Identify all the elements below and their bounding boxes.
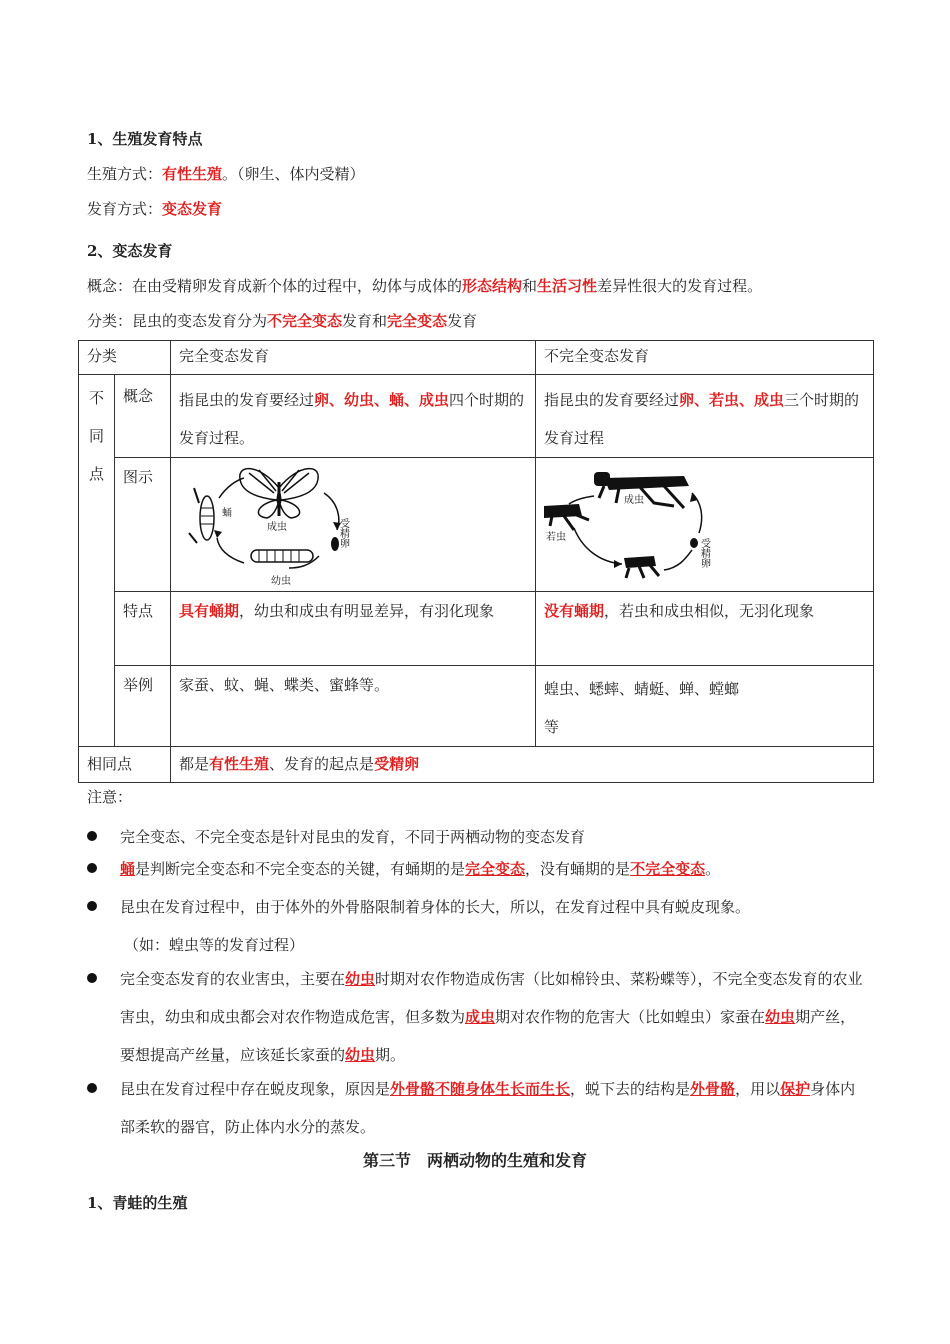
n4-a: 完全变态发育的农业害虫，主要在	[120, 970, 346, 988]
table-row-same	[79, 747, 874, 783]
n4-d: 期产丝，要想提高产丝量，应该延长家蚕的	[120, 1008, 856, 1064]
same-red-2: 受精卵	[374, 755, 420, 773]
section3-title: 第三节 两栖动物的生殖和发育	[362, 1151, 587, 1170]
table-row-diagram	[79, 458, 874, 592]
class-red-2: 完全变态	[387, 312, 448, 330]
ie-line2: 等	[544, 718, 560, 736]
n5-red-1: 外骨骼不随身体生长而生长	[390, 1080, 571, 1098]
label-larva: 幼虫	[271, 576, 292, 587]
cc-prefix: 指昆虫的发育要经过	[179, 391, 315, 409]
header-incomplete: 不完全变态发育	[536, 341, 874, 375]
incomplete-metamorphosis-diagram	[544, 458, 724, 588]
note-item-2	[87, 850, 867, 888]
ic-prefix: 指昆虫的发育要经过	[544, 391, 680, 409]
ie-line1: 蝗虫、蟋蟀、蜻蜓、蝉、螳螂	[544, 680, 740, 698]
n2-c: 。	[705, 860, 721, 878]
note-text-2: （如：蝗虫等的发育过程）	[124, 936, 305, 954]
row-label-example: 举例	[115, 666, 171, 747]
n5-red-2: 外骨骼	[690, 1080, 736, 1098]
n4-e: 期。	[375, 1046, 406, 1064]
bullet-icon	[87, 863, 97, 873]
same-mid: 、发育的起点是	[269, 755, 375, 773]
if-rest: ，若虫和成虫相似，无羽化现象	[604, 602, 815, 620]
reproduction-line	[87, 163, 365, 184]
note-text: 完全变态、不完全变态是针对昆虫的发育，不同于两栖动物的变态发育	[120, 828, 586, 846]
section1-heading: 1、生殖发育特点	[87, 130, 203, 148]
concept-mid: 和	[522, 277, 538, 295]
n5-c: ，用以	[735, 1080, 781, 1098]
reproduction-label: 生殖方式：	[87, 165, 163, 183]
n4-red-4: 幼虫	[345, 1046, 376, 1064]
class-mid: 发育和	[342, 312, 388, 330]
incomplete-feature	[536, 592, 874, 666]
section3-heading: 1、青蛙的生殖	[87, 1194, 188, 1212]
pupa-icon	[189, 488, 214, 543]
table-row-example	[79, 666, 874, 747]
concept-line	[87, 275, 762, 296]
development-value: 变态发育	[162, 200, 223, 218]
n2-red-2: 完全变态	[465, 860, 526, 878]
complete-diagram-cell	[171, 458, 536, 592]
class-prefix: 分类：昆虫的变态发育分为	[87, 312, 268, 330]
notes-title: 注意：	[87, 788, 133, 806]
bullet-icon	[87, 1083, 97, 1093]
n5-b: ，蜕下去的结构是	[570, 1080, 691, 1098]
n2-red-1: 蛹	[120, 860, 136, 878]
n4-b: 时期对农作物造成伤害（比如棉铃虫、菜粉蝶等），不完全变态发育的农业害虫，幼虫和成虫都会对农作物造成危害，但多数为	[120, 970, 863, 1026]
concept-red-1: 形态结构	[462, 277, 523, 295]
label-pupa: 蛹	[222, 508, 233, 519]
note-text	[120, 850, 867, 888]
bullet-icon	[87, 901, 97, 911]
row-label-diagram: 图示	[115, 458, 171, 592]
cc-suffix: 四个时期的发育过程。	[179, 391, 525, 447]
diff-char: 点	[88, 465, 104, 483]
concept-prefix: 概念：在由受精卵发育成新个体的过程中，幼体与成体的	[87, 277, 463, 295]
label-egg: 受精卵	[337, 518, 349, 548]
note-text: 昆虫在发育过程中，由于体外的外骨胳限制着身体的长大，所以，在发育过程中具有蜕皮现象。	[120, 898, 751, 916]
row-label-feature: 特点	[115, 592, 171, 666]
table-row-concept	[79, 375, 874, 458]
header-category: 分类	[79, 341, 171, 375]
concept-red-2: 生活习性	[537, 277, 598, 295]
diff-char: 同	[88, 427, 104, 445]
same-label: 相同点	[79, 747, 171, 783]
egg-icon	[690, 538, 698, 548]
cc-red: 卵、幼虫、蛹、成虫	[314, 391, 450, 409]
label-adult: 成虫	[624, 495, 645, 506]
butterfly-icon	[240, 469, 318, 518]
incomplete-concept	[536, 375, 874, 458]
n5-a: 昆虫在发育过程中存在蜕皮现象，原因是	[120, 1080, 391, 1098]
complete-concept	[171, 375, 536, 458]
grasshopper-nymph-icon	[544, 504, 589, 530]
concept-suffix: 差异性很大的发育过程。	[597, 277, 763, 295]
complete-metamorphosis-diagram	[179, 458, 379, 588]
diff-char: 不	[88, 389, 104, 407]
reproduction-note: 。（卵生、体内受精）	[222, 165, 365, 183]
cf-red: 具有蛹期	[179, 602, 240, 620]
same-prefix: 都是	[179, 755, 210, 773]
same-red-1: 有性生殖	[209, 755, 270, 773]
table-header-row	[79, 341, 874, 375]
note-item-3	[87, 888, 867, 964]
note-text	[120, 960, 867, 1074]
incomplete-diagram-cell	[536, 458, 874, 592]
header-complete: 完全变态发育	[171, 341, 536, 375]
n4-red-3: 幼虫	[765, 1008, 796, 1026]
classification-line	[87, 310, 477, 331]
diff-label	[79, 375, 115, 747]
class-suffix: 发育	[447, 312, 478, 330]
n2-red-3: 不完全变态	[630, 860, 706, 878]
n4-red-2: 成虫	[465, 1008, 496, 1026]
complete-feature	[171, 592, 536, 666]
n4-c: 期对农作物的危害大（比如蝗虫）家蚕在	[495, 1008, 766, 1026]
development-line	[87, 198, 222, 219]
row-label-concept: 概念	[115, 375, 171, 458]
class-red-1: 不完全变态	[267, 312, 343, 330]
incomplete-example	[536, 666, 874, 747]
note-text	[120, 1070, 867, 1146]
label-adult: 成虫	[267, 522, 288, 533]
ic-suffix: 三个时期的发育过程	[544, 391, 860, 447]
development-label: 发育方式：	[87, 200, 163, 218]
note-item-4	[87, 960, 867, 1074]
label-nymph: 若虫	[546, 532, 567, 543]
section2-heading: 2、变态发育	[87, 242, 173, 260]
bullet-icon	[87, 831, 97, 841]
grasshopper-small-icon	[624, 556, 659, 578]
larva-icon	[251, 550, 313, 562]
label-egg: 受精卵	[698, 538, 710, 568]
n5-d: 身体内部柔软的器官，防止体内水分的蒸发。	[120, 1080, 856, 1136]
n4-red-1: 幼虫	[345, 970, 376, 988]
if-red: 没有蛹期	[544, 602, 605, 620]
ic-red: 卵、若虫、成虫	[679, 391, 785, 409]
bullet-icon	[87, 973, 97, 983]
note-item-5	[87, 1070, 867, 1146]
same-content	[171, 747, 874, 783]
table-row-feature	[79, 592, 874, 666]
metamorphosis-table	[78, 340, 874, 783]
n2-b: ，没有蛹期的是	[525, 860, 631, 878]
cf-rest: ，幼虫和成虫有明显差异，有羽化现象	[239, 602, 495, 620]
complete-example: 家蚕、蚊、蝇、蝶类、蜜蜂等。	[171, 666, 536, 747]
n5-red-3: 保护	[780, 1080, 811, 1098]
n2-a: 是判断完全变态和不完全变态的关键，有蛹期的是	[135, 860, 466, 878]
reproduction-value: 有性生殖	[162, 165, 223, 183]
